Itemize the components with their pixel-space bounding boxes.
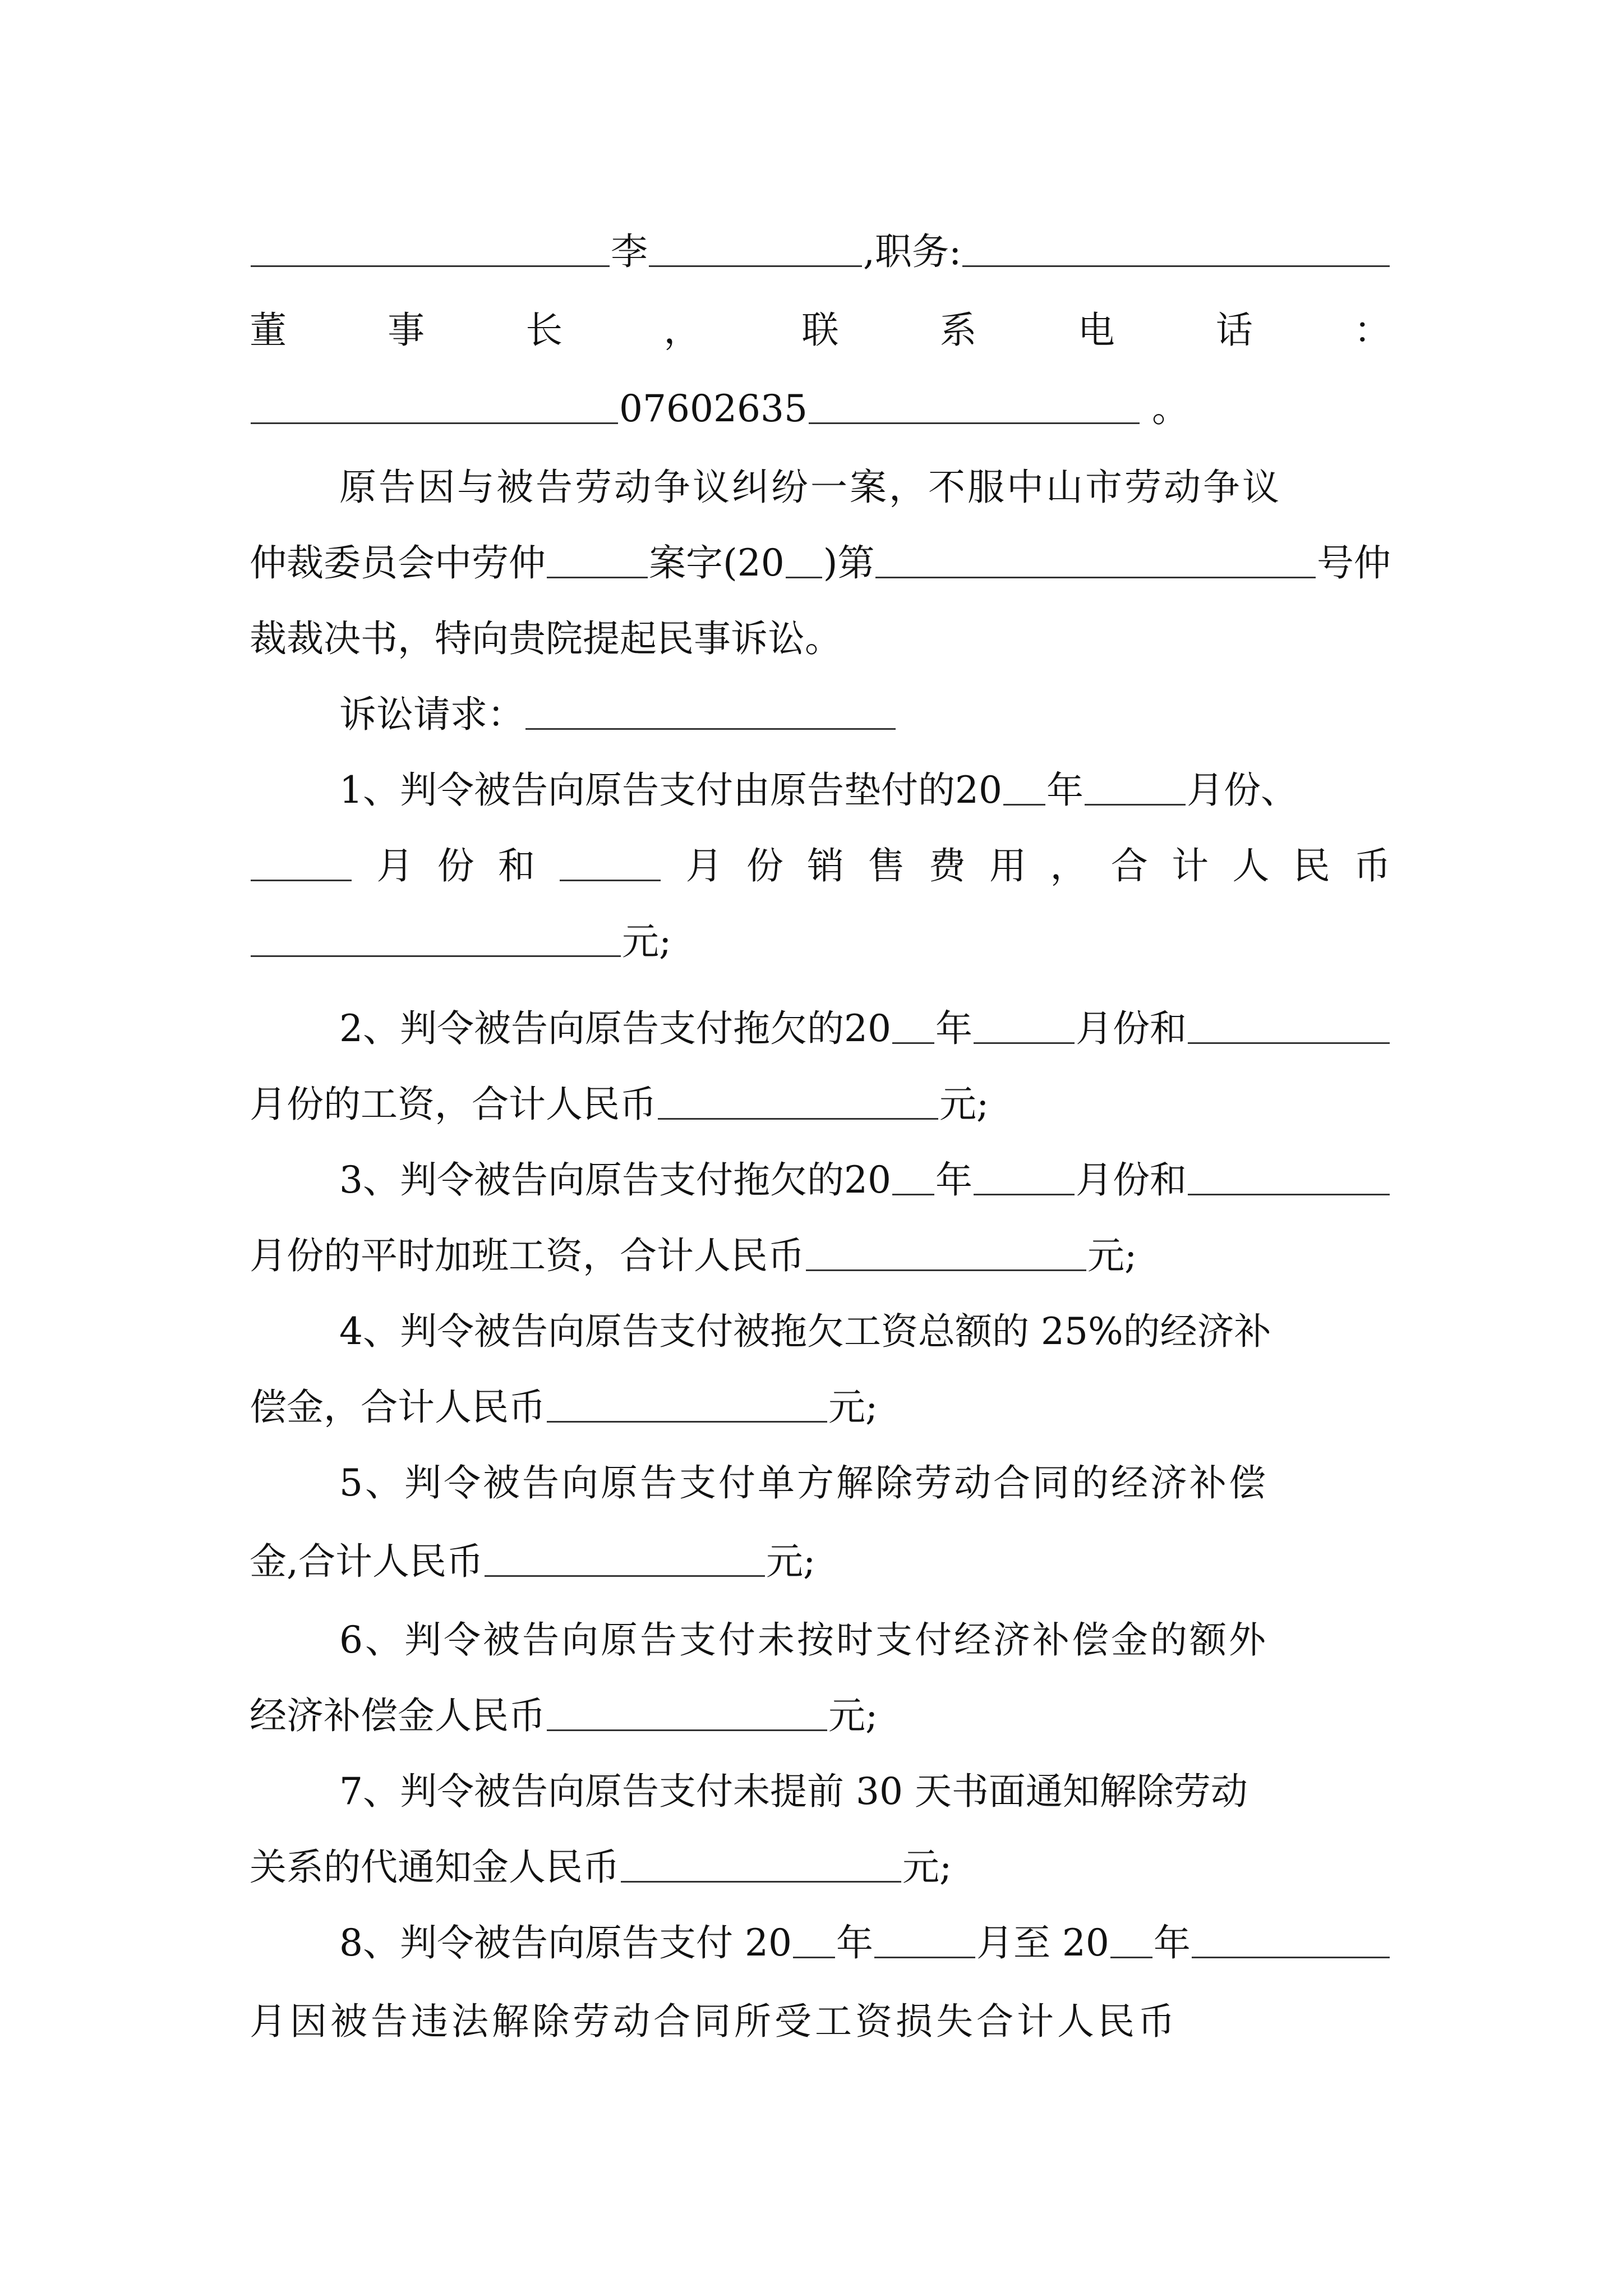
claim-3-line-2 — [250, 1212, 1391, 1279]
blank-field — [251, 265, 610, 267]
blank-field — [974, 1193, 1075, 1195]
blank-field — [1003, 803, 1045, 806]
blank-field — [547, 1729, 827, 1731]
claim-text: 年 — [935, 1007, 972, 1050]
claim-6-line-2 — [250, 1672, 1391, 1739]
claim-text: 元; — [1087, 1234, 1137, 1277]
blank-field — [547, 1420, 827, 1423]
text-char: 民 — [1293, 844, 1330, 887]
claim-text: 4、判令被告向原告支付被拖欠工资总额的 25%的经济补 — [339, 1310, 1271, 1353]
text-char: ， — [1050, 844, 1087, 887]
text-char: ， — [663, 309, 701, 352]
claim-8-line-2 — [250, 1977, 1391, 2045]
blank-field — [793, 1956, 835, 1958]
blank-field — [1085, 803, 1186, 806]
text-char: 和 — [497, 844, 535, 887]
claim-1-line-1 — [339, 746, 1391, 813]
text-char: 份 — [437, 844, 474, 887]
claim-1-line-2 — [250, 822, 1391, 889]
text-char: ： — [1354, 309, 1391, 352]
intro-text: 仲裁委员会中劳仲 — [250, 541, 546, 585]
blank-field — [649, 265, 862, 267]
claim-text: 月份的平时加班工资，合计人民币 — [250, 1234, 805, 1277]
claim-text: 6、判令被告向原告支付未按时支付经济补偿金的额外 — [339, 1618, 1268, 1662]
intro-text: 裁裁决书，特向贵院提起民事诉讼。 — [250, 617, 842, 660]
header-name-line — [250, 208, 1391, 275]
text-char: 事 — [388, 309, 425, 352]
claim-7-line-1 — [339, 1747, 1391, 1815]
text-char: 电 — [1077, 309, 1115, 352]
claim-text: 月份和 — [1075, 1007, 1187, 1050]
text-char: 用 — [989, 844, 1027, 887]
claim-3-line-1 — [339, 1136, 1391, 1203]
claim-text: 2、判令被告向原告支付拖欠的20 — [339, 1007, 891, 1050]
blank-field — [658, 1117, 938, 1120]
claim-8-line-1 — [339, 1899, 1391, 1966]
claim-1-line-3 — [250, 898, 1391, 965]
blank-field — [806, 1269, 1086, 1271]
blank-field — [875, 576, 1316, 578]
claim-text: 金,合计人民币 — [250, 1540, 483, 1583]
claim-7-line-2 — [250, 1823, 1391, 1890]
claim-text: 年 — [1153, 1921, 1191, 1964]
blank-field — [786, 576, 822, 578]
blank-field — [621, 1880, 901, 1883]
blank-field — [1188, 1042, 1390, 1044]
claim-text: 元; — [622, 920, 672, 963]
claim-text: 年 — [1046, 769, 1083, 812]
intro-text: 案字(20 — [649, 541, 785, 585]
claim-text: 1、判令被告向原告支付由原告垫付的20 — [339, 769, 1002, 812]
intro-text: 原告因与被告劳动争议纠纷一案，不服中山市劳动争议 — [339, 466, 1281, 509]
text-char: 话 — [1215, 309, 1253, 352]
intro-line-1 — [339, 443, 1391, 510]
claim-2-line-2 — [250, 1060, 1391, 1128]
blank-field — [809, 422, 1140, 424]
text-char: 月 — [376, 844, 414, 887]
intro-line-2 — [250, 519, 1391, 586]
claim-text: 年 — [836, 1921, 873, 1964]
text-char: 币 — [1354, 844, 1391, 887]
blank-field — [251, 422, 618, 424]
blank-field — [874, 1956, 975, 1958]
text-char: 计 — [1172, 844, 1209, 887]
header-position-line — [250, 286, 1391, 353]
phone-number: 07602635 — [619, 387, 808, 430]
claim-text: 关系的代通知金人民币 — [250, 1846, 620, 1889]
claim-4-line-1 — [339, 1287, 1391, 1355]
phone-end: 。 — [1151, 387, 1189, 430]
claim-text: 年 — [935, 1158, 972, 1202]
blank-field — [892, 1042, 934, 1044]
blank-field — [485, 1575, 765, 1577]
text-char: 份 — [746, 844, 783, 887]
position-label: ,职务: — [863, 230, 962, 273]
text-char: 销 — [807, 844, 845, 887]
blank-field — [1188, 1193, 1390, 1195]
claim-text: 7、判令被告向原告支付未提前 30 天书面通知解除劳动 — [339, 1770, 1248, 1813]
blank-field — [560, 879, 661, 881]
claims-heading-line — [339, 670, 1391, 738]
text-char: 月 — [685, 844, 723, 887]
blank-field — [547, 576, 648, 578]
claim-5-line-1 — [339, 1439, 1391, 1506]
claim-text: 月因被告违法解除劳动合同所受工资损失合计人民币 — [250, 2000, 1178, 2043]
blank-field — [251, 879, 352, 881]
blank-field — [251, 955, 621, 957]
text-char: 系 — [939, 309, 977, 352]
claim-text: 元; — [828, 1386, 878, 1429]
blank-field — [1192, 1956, 1390, 1958]
text-char: 联 — [801, 309, 839, 352]
text-char: 费 — [928, 844, 966, 887]
claim-text: 月份、 — [1186, 769, 1298, 812]
claim-6-line-1 — [339, 1596, 1391, 1663]
claim-text: 8、判令被告向原告支付 20 — [339, 1921, 792, 1964]
name-char: 李 — [611, 230, 648, 273]
text-char: 人 — [1232, 844, 1270, 887]
intro-text: 号仲 — [1317, 541, 1391, 585]
claim-text: 元; — [902, 1846, 952, 1889]
blank-field — [525, 728, 896, 730]
claim-text: 偿金，合计人民币 — [250, 1386, 546, 1429]
blank-field — [892, 1193, 934, 1195]
blank-field — [1110, 1956, 1152, 1958]
claim-4-line-2 — [250, 1363, 1391, 1430]
text-char: 董 — [250, 309, 287, 352]
claim-text: 月至 20 — [976, 1921, 1109, 1964]
intro-line-3 — [250, 595, 1391, 662]
header-phone-line — [250, 365, 1391, 432]
text-char: 售 — [868, 844, 905, 887]
intro-text: )第 — [823, 541, 875, 585]
text-char: 合 — [1110, 844, 1148, 887]
claim-text: 月份的工资，合计人民币 — [250, 1083, 657, 1126]
claim-text: 经济补偿金人民币 — [250, 1694, 546, 1737]
claims-heading: 诉讼请求： — [339, 693, 524, 736]
blank-field — [974, 1042, 1075, 1044]
blank-field — [962, 265, 1390, 267]
claim-text: 3、判令被告向原告支付拖欠的20 — [339, 1158, 891, 1202]
claim-text: 元; — [766, 1540, 816, 1583]
claim-5-line-2 — [250, 1517, 1391, 1585]
text-char: 长 — [525, 309, 563, 352]
claim-2-line-1 — [339, 984, 1391, 1052]
claim-text: 5、判令被告向原告支付单方解除劳动合同的经济补偿 — [339, 1461, 1268, 1504]
claim-text: 月份和 — [1075, 1158, 1187, 1202]
claim-text: 元; — [939, 1083, 989, 1126]
claim-text: 元; — [828, 1694, 878, 1737]
